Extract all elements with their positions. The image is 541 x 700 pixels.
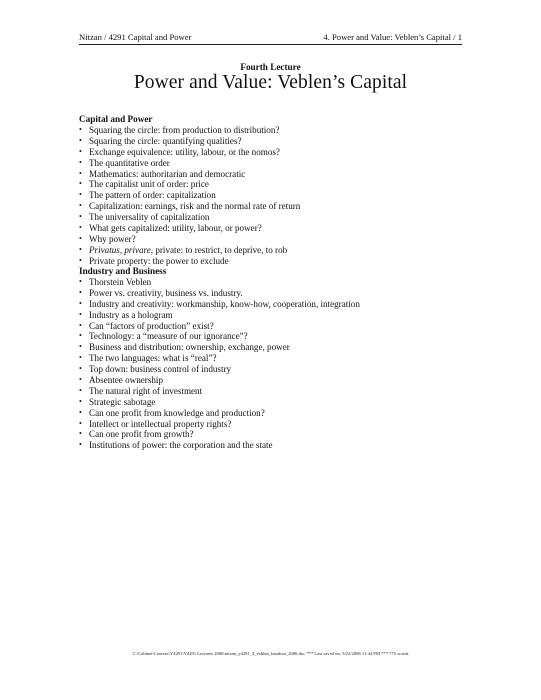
bullet-icon: • xyxy=(79,407,82,417)
list-item xyxy=(79,245,469,256)
list-item-text: Can one profit from knowledge and production? xyxy=(89,407,265,418)
bullet-list xyxy=(79,277,469,451)
bullet-icon: • xyxy=(79,223,82,233)
list-item-text: Strategic sabotage xyxy=(89,396,156,407)
list-item-text: The universality of capitalization xyxy=(89,212,210,223)
list-item xyxy=(79,419,469,430)
section-capital-and-power xyxy=(79,114,469,267)
bullet-icon: • xyxy=(79,364,82,374)
header-left: Nitzan / 4291 Capital and Power xyxy=(79,32,192,42)
bullet-icon: • xyxy=(79,190,82,200)
bullet-icon: • xyxy=(79,277,82,286)
bullet-icon: • xyxy=(79,309,82,319)
list-item-text-rest: private: to restrict, to deprive, to rob xyxy=(153,244,288,255)
list-item-text: Intellect or intellectual property rights? xyxy=(89,418,232,429)
list-item xyxy=(79,429,469,440)
bullet-icon: • xyxy=(79,429,82,439)
bullet-icon: • xyxy=(79,135,82,145)
list-item xyxy=(79,440,469,451)
list-item xyxy=(79,201,469,212)
list-item-text: Squaring the circle: quantifying qualities? xyxy=(89,135,242,146)
list-item-text: Mathematics: authoritarian and democratic xyxy=(89,168,246,179)
bullet-icon: • xyxy=(79,233,82,243)
list-item xyxy=(79,234,469,245)
list-item-text: Why power? xyxy=(89,233,136,244)
list-item xyxy=(79,190,469,201)
list-item-text: Absentee ownership xyxy=(89,375,163,386)
bullet-icon: • xyxy=(79,201,82,211)
bullet-icon: • xyxy=(79,146,82,156)
list-item-text: Top down: business control of industry xyxy=(89,364,232,375)
bullet-icon: • xyxy=(79,244,82,254)
list-item-text: The capitalist unit of order: price xyxy=(89,179,209,190)
lecture-number: Fourth Lecture xyxy=(240,62,301,72)
list-item xyxy=(79,136,469,147)
list-item xyxy=(79,299,469,310)
list-item xyxy=(79,331,469,342)
bullet-icon: • xyxy=(79,255,82,265)
list-item xyxy=(79,158,469,169)
running-header xyxy=(79,28,462,45)
list-item-text: The pattern of order: capitalization xyxy=(89,190,216,201)
list-item-text: Institutions of power: the corporation and the state xyxy=(89,440,273,451)
list-item xyxy=(79,169,469,180)
bullet-icon: • xyxy=(79,342,82,352)
bullet-icon: • xyxy=(79,298,82,308)
bullet-icon: • xyxy=(79,179,82,189)
list-item xyxy=(79,375,469,386)
list-item-text: The two languages: what is “real”? xyxy=(89,353,217,364)
list-item-text: Technology: a “measure of our ignorance”? xyxy=(89,331,248,342)
lecture-title: Power and Value: Veblen’s Capital xyxy=(133,72,408,93)
list-item xyxy=(79,125,469,136)
list-item-text: What gets capitalized: utility, labour, or power? xyxy=(89,223,262,234)
list-item-text: Business and distribution: ownership, exchange, power xyxy=(89,342,290,353)
list-item-text: The natural right of investment xyxy=(89,385,203,396)
bullet-icon: • xyxy=(79,320,82,330)
list-item-text: Can “factors of production” exist? xyxy=(89,320,214,331)
header-right: 4. Power and Value: Veblen’s Capital / 1 xyxy=(323,32,462,42)
bullet-icon: • xyxy=(79,385,82,395)
list-item xyxy=(79,321,469,332)
list-item-text: Power vs. creativity, business vs. industry. xyxy=(89,287,243,298)
bullet-icon: • xyxy=(79,125,82,134)
section-industry-and-business xyxy=(79,266,469,451)
list-item xyxy=(79,386,469,397)
list-item xyxy=(79,353,469,364)
list-item xyxy=(79,397,469,408)
bullet-icon: • xyxy=(79,418,82,428)
list-item-text: Thorstein Veblen xyxy=(89,277,152,287)
bullet-icon: • xyxy=(79,396,82,406)
list-item xyxy=(79,342,469,353)
list-item xyxy=(79,147,469,158)
bullet-icon: • xyxy=(79,353,82,363)
bullet-icon: • xyxy=(79,157,82,167)
list-item xyxy=(79,408,469,419)
section-heading: Capital and Power xyxy=(79,114,153,124)
list-item xyxy=(79,288,469,299)
list-item xyxy=(79,256,469,267)
list-item-text: Private property: the power to exclude xyxy=(89,255,229,266)
list-item-text: The quantitative order xyxy=(89,157,170,168)
file-path-footer: C:\Cabinet\Courses\Y4291\Y4291 Lectures 2006\nitzan_y4291_4_veblen_handout_2006.doc *** Last saved on: 5/22/2006 11:44 PM *** 775 words xyxy=(132,651,409,656)
list-item xyxy=(79,223,469,234)
bullet-icon: • xyxy=(79,212,82,222)
italic-latin-terms: Privatus, privare, xyxy=(89,244,154,255)
bullet-icon: • xyxy=(79,375,82,385)
list-item xyxy=(79,310,469,321)
bullet-icon: • xyxy=(79,331,82,341)
list-item-text: Industry and creativity: workmanship, know-how, cooperation, integration xyxy=(89,298,360,309)
list-item-text: Industry as a hologram xyxy=(89,309,173,320)
list-item xyxy=(79,364,469,375)
list-item xyxy=(79,277,469,288)
list-item-text: Can one profit from growth? xyxy=(89,429,194,440)
list-item xyxy=(79,179,469,190)
list-item-text: Capitalization: earnings, risk and the normal rate of return xyxy=(89,201,301,212)
bullet-icon: • xyxy=(79,287,82,297)
list-item-text: Exchange equivalence: utility, labour, or the nomos? xyxy=(89,146,280,157)
bullet-icon: • xyxy=(79,440,82,450)
section-heading: Industry and Business xyxy=(79,266,167,276)
bullet-list xyxy=(79,125,469,267)
list-item-text: Squaring the circle: from production to distribution? xyxy=(89,125,280,135)
list-item xyxy=(79,212,469,223)
bullet-icon: • xyxy=(79,168,82,178)
